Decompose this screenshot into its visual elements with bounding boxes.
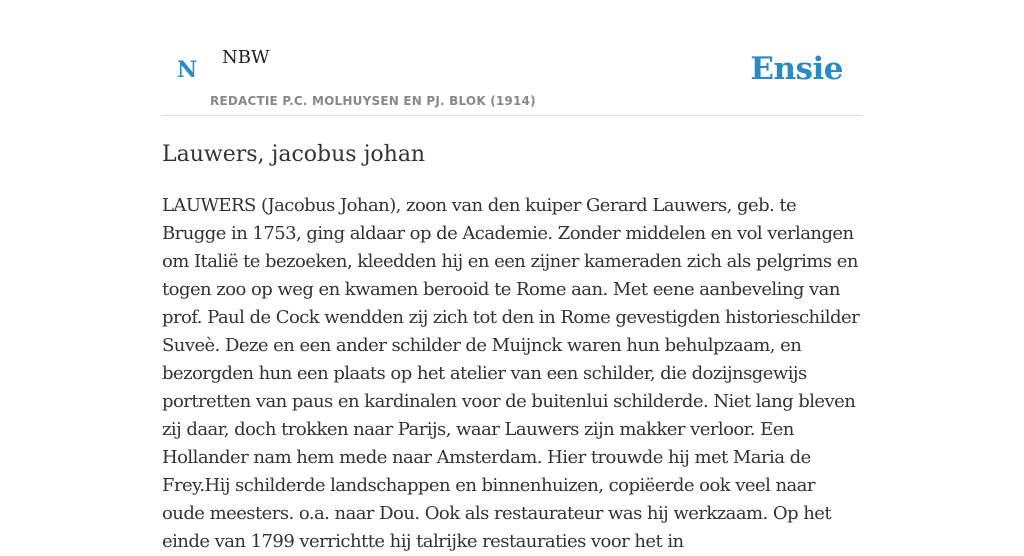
entry-body-text: LAUWERS (Jacobus Johan), zoon van den kuiper Gerard Lauwers, geb. te Brugge in 1753, ging aldaar op de Academie. Zonder middelen en vol verlangen om Italië te bezoeken, kleedden hij en een zijner kameraden zich als pelgrims en togen zoo op weg en kwamen berooid te Rome aan. Met eene aanbeveling van prof. Paul de Cock wendden zij zich tot den in Rome gevestigden historieschilder Suveè. Deze en een ander schilder de Muijnck waren hun behulpzaam, en bezorgden hun een plaats op het atelier van een schilder, die dozijnsgewijs portretten van paus en kardinalen voor de buitenlui schilderde. Niet lang bleven zij daar, doch trokken naar Parijs, waar Lauwers zijn makker verloor. Een Hollander nam hem mede naar Amsterdam. Hier trouwde hij met Maria de Frey.Hij schilderde landschappen en binnenhuizen, copiëerde ook veel naar oude meesters. o.a. naar Dou. Ook als restaurateur was hij werkzaam. Op het einde van 1799 verrichtte hij talrijke restauraties voor het in (162, 195, 860, 552)
source-title[interactable]: NBW (222, 47, 270, 68)
page-container (162, 0, 862, 552)
source-logo-letter[interactable]: N (177, 57, 198, 83)
source-subtitle: REDACTIE P.C. MOLHUYSEN EN PJ. BLOK (1914) (210, 94, 536, 108)
brand-logo[interactable]: Ensie (750, 51, 843, 87)
entry-title: Lauwers, jacobus johan (162, 142, 426, 167)
source-header (162, 0, 862, 116)
